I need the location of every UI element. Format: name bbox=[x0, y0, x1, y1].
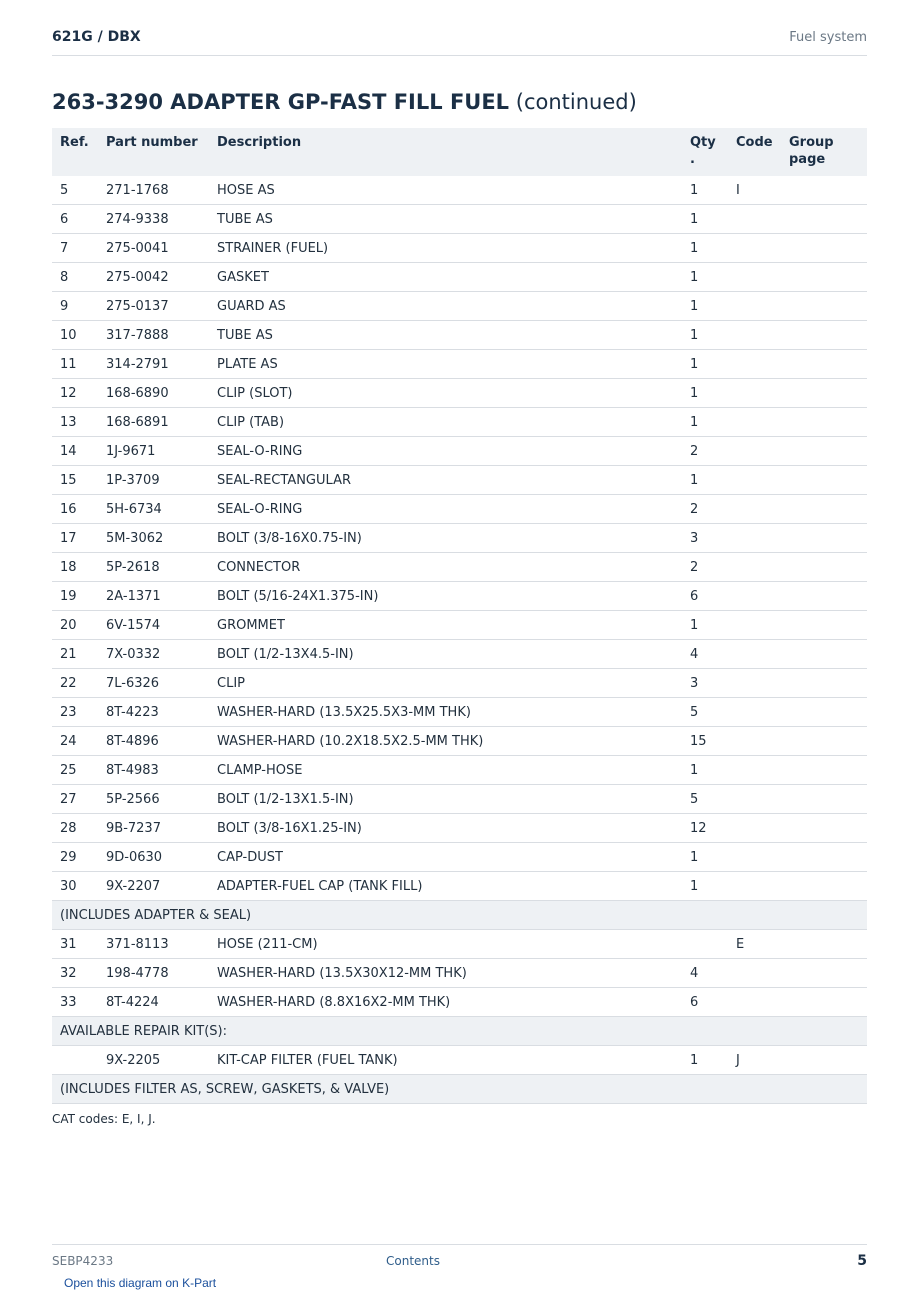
cell-qty: 1 bbox=[682, 408, 728, 437]
cell-description: GROMMET bbox=[209, 611, 682, 640]
cell-ref: 8 bbox=[52, 263, 98, 292]
cell-part-number: 317-7888 bbox=[98, 321, 209, 350]
cell-group-page bbox=[781, 698, 867, 727]
section-label: Fuel system bbox=[789, 30, 867, 45]
cell-part-number: 5M-3062 bbox=[98, 524, 209, 553]
table-row bbox=[52, 466, 867, 495]
cell-ref: 7 bbox=[52, 234, 98, 263]
cell-code bbox=[728, 814, 781, 843]
cell-description: BOLT (1/2-13X1.5-IN) bbox=[209, 785, 682, 814]
cell-part-number: 271-1768 bbox=[98, 176, 209, 205]
cell-ref: 33 bbox=[52, 988, 98, 1017]
cell-code bbox=[728, 350, 781, 379]
cell-qty: 1 bbox=[682, 872, 728, 901]
cell-qty: 1 bbox=[682, 843, 728, 872]
table-header-row bbox=[52, 128, 867, 176]
table-row bbox=[52, 553, 867, 582]
col-header-ref: Ref. bbox=[52, 128, 98, 176]
cell-ref: 27 bbox=[52, 785, 98, 814]
table-row bbox=[52, 814, 867, 843]
cell-ref: 18 bbox=[52, 553, 98, 582]
col-header-group-page: Group page bbox=[781, 128, 867, 176]
col-header-qty: Qty . bbox=[682, 128, 728, 176]
cell-group-page bbox=[781, 611, 867, 640]
cell-qty: 5 bbox=[682, 698, 728, 727]
cell-code bbox=[728, 553, 781, 582]
table-note-row bbox=[52, 901, 867, 930]
cell-code bbox=[728, 756, 781, 785]
table-row bbox=[52, 640, 867, 669]
cell-group-page bbox=[781, 263, 867, 292]
cell-ref: 11 bbox=[52, 350, 98, 379]
cell-part-number: 2A-1371 bbox=[98, 582, 209, 611]
table-row bbox=[52, 785, 867, 814]
cell-description: GASKET bbox=[209, 263, 682, 292]
cell-ref: 6 bbox=[52, 205, 98, 234]
page-header bbox=[52, 28, 867, 56]
parts-table-body bbox=[52, 176, 867, 1104]
note-text: (INCLUDES ADAPTER & SEAL) bbox=[52, 901, 867, 930]
cell-description: WASHER-HARD (10.2X18.5X2.5-MM THK) bbox=[209, 727, 682, 756]
page-title bbox=[52, 90, 637, 114]
cell-group-page bbox=[781, 872, 867, 901]
table-row bbox=[52, 205, 867, 234]
cell-code: E bbox=[728, 930, 781, 959]
col-header-part-number: Part number bbox=[98, 128, 209, 176]
cell-ref: 20 bbox=[52, 611, 98, 640]
cell-description: BOLT (3/8-16X0.75-IN) bbox=[209, 524, 682, 553]
cell-group-page bbox=[781, 524, 867, 553]
cell-qty: 1 bbox=[682, 205, 728, 234]
cell-qty: 1 bbox=[682, 321, 728, 350]
title-main: 263-3290 ADAPTER GP-FAST FILL FUEL bbox=[52, 90, 510, 114]
note-text: AVAILABLE REPAIR KIT(S): bbox=[52, 1017, 867, 1046]
cell-code bbox=[728, 408, 781, 437]
cell-qty: 15 bbox=[682, 727, 728, 756]
cell-qty: 1 bbox=[682, 611, 728, 640]
cell-description: WASHER-HARD (8.8X16X2-MM THK) bbox=[209, 988, 682, 1017]
table-note-row bbox=[52, 1017, 867, 1046]
cell-description: BOLT (5/16-24X1.375-IN) bbox=[209, 582, 682, 611]
cell-qty: 12 bbox=[682, 814, 728, 843]
cell-qty: 3 bbox=[682, 669, 728, 698]
table-row bbox=[52, 350, 867, 379]
cell-qty: 4 bbox=[682, 959, 728, 988]
table-row bbox=[52, 611, 867, 640]
cell-part-number: 5P-2618 bbox=[98, 553, 209, 582]
cell-description: GUARD AS bbox=[209, 292, 682, 321]
cell-description: CLIP (TAB) bbox=[209, 408, 682, 437]
cell-description: TUBE AS bbox=[209, 205, 682, 234]
cell-code bbox=[728, 379, 781, 408]
cell-description: SEAL-O-RING bbox=[209, 437, 682, 466]
cell-part-number: 9X-2205 bbox=[98, 1046, 209, 1075]
cell-ref: 17 bbox=[52, 524, 98, 553]
table-row bbox=[52, 408, 867, 437]
cell-ref: 5 bbox=[52, 176, 98, 205]
cell-part-number: 8T-4983 bbox=[98, 756, 209, 785]
cell-code bbox=[728, 205, 781, 234]
page-footer bbox=[52, 1244, 867, 1269]
cell-description: TUBE AS bbox=[209, 321, 682, 350]
cell-code: J bbox=[728, 1046, 781, 1075]
cell-description: WASHER-HARD (13.5X30X12-MM THK) bbox=[209, 959, 682, 988]
cell-ref: 32 bbox=[52, 959, 98, 988]
cell-ref: 21 bbox=[52, 640, 98, 669]
table-row bbox=[52, 582, 867, 611]
cell-ref: 24 bbox=[52, 727, 98, 756]
cell-ref: 22 bbox=[52, 669, 98, 698]
cell-part-number: 8T-4223 bbox=[98, 698, 209, 727]
table-row bbox=[52, 756, 867, 785]
document-id: SEBP4233 bbox=[52, 1254, 114, 1268]
cell-ref: 12 bbox=[52, 379, 98, 408]
cell-code bbox=[728, 292, 781, 321]
cell-qty: 1 bbox=[682, 234, 728, 263]
cell-code bbox=[728, 466, 781, 495]
cell-group-page bbox=[781, 466, 867, 495]
cell-part-number: 5H-6734 bbox=[98, 495, 209, 524]
title-suffix: (continued) bbox=[515, 90, 637, 114]
cell-group-page bbox=[781, 350, 867, 379]
cell-qty: 2 bbox=[682, 553, 728, 582]
table-row bbox=[52, 292, 867, 321]
table-row bbox=[52, 321, 867, 350]
cell-description: CLIP (SLOT) bbox=[209, 379, 682, 408]
cell-part-number: 9B-7237 bbox=[98, 814, 209, 843]
cell-part-number: 1P-3709 bbox=[98, 466, 209, 495]
cell-part-number: 9X-2207 bbox=[98, 872, 209, 901]
cell-qty: 3 bbox=[682, 524, 728, 553]
cell-group-page bbox=[781, 495, 867, 524]
cell-part-number: 274-9338 bbox=[98, 205, 209, 234]
cell-qty: 5 bbox=[682, 785, 728, 814]
cell-description: CLAMP-HOSE bbox=[209, 756, 682, 785]
cell-qty: 1 bbox=[682, 379, 728, 408]
cell-qty: 1 bbox=[682, 756, 728, 785]
table-row bbox=[52, 379, 867, 408]
cell-description: HOSE AS bbox=[209, 176, 682, 205]
col-header-code: Code bbox=[728, 128, 781, 176]
cell-group-page bbox=[781, 437, 867, 466]
cell-group-page bbox=[781, 379, 867, 408]
cell-part-number: 1J-9671 bbox=[98, 437, 209, 466]
cell-group-page bbox=[781, 408, 867, 437]
table-row bbox=[52, 669, 867, 698]
cell-group-page bbox=[781, 321, 867, 350]
cell-qty: 1 bbox=[682, 350, 728, 379]
cell-part-number: 168-6891 bbox=[98, 408, 209, 437]
table-row bbox=[52, 843, 867, 872]
cell-code bbox=[728, 524, 781, 553]
model-label: 621G / DBX bbox=[52, 29, 141, 45]
cell-ref: 14 bbox=[52, 437, 98, 466]
cell-qty: 6 bbox=[682, 582, 728, 611]
cell-part-number: 198-4778 bbox=[98, 959, 209, 988]
cell-part-number: 371-8113 bbox=[98, 930, 209, 959]
cell-qty: 4 bbox=[682, 640, 728, 669]
cell-group-page bbox=[781, 292, 867, 321]
cell-code bbox=[728, 669, 781, 698]
cell-part-number: 9D-0630 bbox=[98, 843, 209, 872]
cell-part-number: 275-0042 bbox=[98, 263, 209, 292]
cell-group-page bbox=[781, 640, 867, 669]
cell-ref bbox=[52, 1046, 98, 1075]
cell-description: ADAPTER-FUEL CAP (TANK FILL) bbox=[209, 872, 682, 901]
cell-code bbox=[728, 640, 781, 669]
cell-ref: 19 bbox=[52, 582, 98, 611]
cell-ref: 31 bbox=[52, 930, 98, 959]
table-row bbox=[52, 872, 867, 901]
cell-description: STRAINER (FUEL) bbox=[209, 234, 682, 263]
cell-qty: 1 bbox=[682, 263, 728, 292]
cell-group-page bbox=[781, 756, 867, 785]
cell-description: PLATE AS bbox=[209, 350, 682, 379]
cell-code: I bbox=[728, 176, 781, 205]
cell-group-page bbox=[781, 669, 867, 698]
table-row bbox=[52, 959, 867, 988]
cell-part-number: 275-0041 bbox=[98, 234, 209, 263]
parts-table bbox=[52, 128, 867, 1104]
kpart-diagram-link[interactable]: Open this diagram on K-Part bbox=[64, 1276, 217, 1290]
table-row bbox=[52, 930, 867, 959]
table-row bbox=[52, 495, 867, 524]
cell-code bbox=[728, 727, 781, 756]
cell-code bbox=[728, 234, 781, 263]
cell-group-page bbox=[781, 205, 867, 234]
cell-description: HOSE (211-CM) bbox=[209, 930, 682, 959]
cell-part-number: 275-0137 bbox=[98, 292, 209, 321]
cell-part-number: 6V-1574 bbox=[98, 611, 209, 640]
cell-ref: 28 bbox=[52, 814, 98, 843]
cell-description: KIT-CAP FILTER (FUEL TANK) bbox=[209, 1046, 682, 1075]
cell-group-page bbox=[781, 988, 867, 1017]
cell-code bbox=[728, 495, 781, 524]
cell-qty: 1 bbox=[682, 292, 728, 321]
cell-ref: 16 bbox=[52, 495, 98, 524]
cell-code bbox=[728, 582, 781, 611]
table-row bbox=[52, 988, 867, 1017]
cell-part-number: 8T-4896 bbox=[98, 727, 209, 756]
contents-link[interactable]: Contents bbox=[386, 1254, 440, 1268]
cell-qty: 2 bbox=[682, 437, 728, 466]
cell-group-page bbox=[781, 814, 867, 843]
table-note-row bbox=[52, 1075, 867, 1104]
cell-qty: 1 bbox=[682, 1046, 728, 1075]
cell-ref: 13 bbox=[52, 408, 98, 437]
cell-group-page bbox=[781, 785, 867, 814]
page-number: 5 bbox=[857, 1253, 867, 1269]
cell-qty: 6 bbox=[682, 988, 728, 1017]
cell-part-number: 8T-4224 bbox=[98, 988, 209, 1017]
table-row bbox=[52, 437, 867, 466]
cell-description: BOLT (1/2-13X4.5-IN) bbox=[209, 640, 682, 669]
cell-group-page bbox=[781, 176, 867, 205]
cell-qty bbox=[682, 930, 728, 959]
cell-group-page bbox=[781, 234, 867, 263]
cell-group-page bbox=[781, 727, 867, 756]
cell-code bbox=[728, 988, 781, 1017]
cell-ref: 23 bbox=[52, 698, 98, 727]
col-header-description: Description bbox=[209, 128, 682, 176]
note-text: (INCLUDES FILTER AS, SCREW, GASKETS, & VALVE) bbox=[52, 1075, 867, 1104]
cell-qty: 1 bbox=[682, 466, 728, 495]
table-row bbox=[52, 176, 867, 205]
cell-group-page bbox=[781, 843, 867, 872]
cell-code bbox=[728, 321, 781, 350]
cell-code bbox=[728, 611, 781, 640]
cell-description: CONNECTOR bbox=[209, 553, 682, 582]
cell-group-page bbox=[781, 959, 867, 988]
cell-ref: 10 bbox=[52, 321, 98, 350]
cell-code bbox=[728, 698, 781, 727]
table-row bbox=[52, 234, 867, 263]
cell-qty: 1 bbox=[682, 176, 728, 205]
cell-description: WASHER-HARD (13.5X25.5X3-MM THK) bbox=[209, 698, 682, 727]
cat-codes-note: CAT codes: E, I, J. bbox=[52, 1112, 156, 1126]
cell-group-page bbox=[781, 1046, 867, 1075]
cell-description: CAP-DUST bbox=[209, 843, 682, 872]
cell-description: SEAL-O-RING bbox=[209, 495, 682, 524]
cell-part-number: 7L-6326 bbox=[98, 669, 209, 698]
cell-ref: 29 bbox=[52, 843, 98, 872]
cell-part-number: 314-2791 bbox=[98, 350, 209, 379]
cell-code bbox=[728, 785, 781, 814]
cell-ref: 15 bbox=[52, 466, 98, 495]
cell-qty: 2 bbox=[682, 495, 728, 524]
cell-ref: 9 bbox=[52, 292, 98, 321]
cell-code bbox=[728, 437, 781, 466]
cell-description: BOLT (3/8-16X1.25-IN) bbox=[209, 814, 682, 843]
cell-group-page bbox=[781, 553, 867, 582]
cell-part-number: 7X-0332 bbox=[98, 640, 209, 669]
cell-ref: 25 bbox=[52, 756, 98, 785]
cell-ref: 30 bbox=[52, 872, 98, 901]
cell-code bbox=[728, 843, 781, 872]
cell-code bbox=[728, 959, 781, 988]
table-row bbox=[52, 727, 867, 756]
table-row bbox=[52, 698, 867, 727]
cell-part-number: 5P-2566 bbox=[98, 785, 209, 814]
cell-code bbox=[728, 263, 781, 292]
table-row bbox=[52, 263, 867, 292]
table-row bbox=[52, 1046, 867, 1075]
cell-group-page bbox=[781, 582, 867, 611]
cell-group-page bbox=[781, 930, 867, 959]
cell-description: CLIP bbox=[209, 669, 682, 698]
cell-part-number: 168-6890 bbox=[98, 379, 209, 408]
cell-description: SEAL-RECTANGULAR bbox=[209, 466, 682, 495]
cell-code bbox=[728, 872, 781, 901]
table-row bbox=[52, 524, 867, 553]
